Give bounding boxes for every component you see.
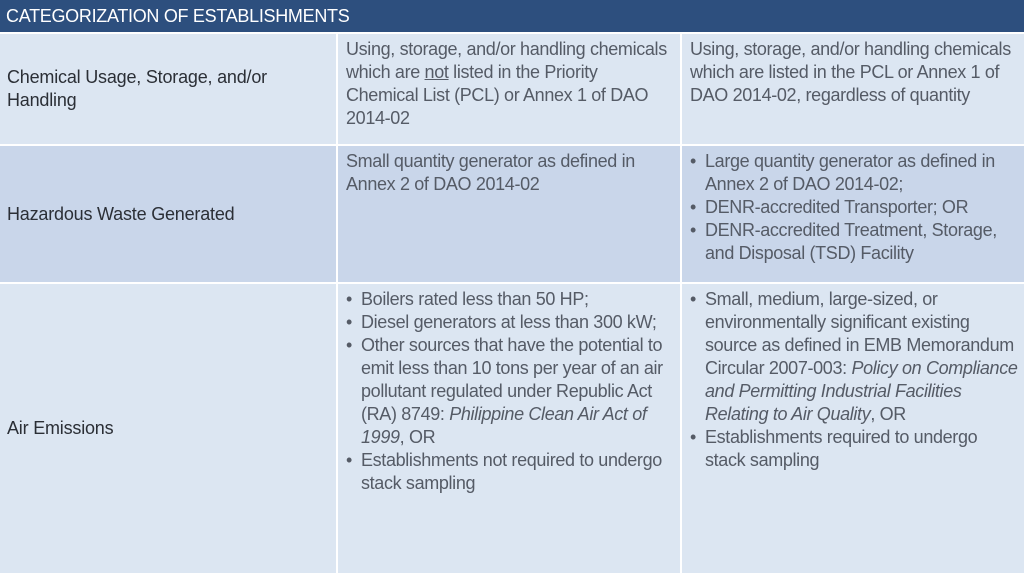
- policy-title-italic: Policy on Compliance and Permitting Industrial Facilities Relating to Air Quality: [705, 358, 1018, 424]
- item-text-part: Small, medium, large-sized, or environmentally significant existing source as defined in EMB Memorandum Circular 2007-003:: [705, 289, 1014, 378]
- row-label-text: Chemical Usage, Storage, and/or Handling: [7, 67, 267, 110]
- list-item: • Establishments not required to undergo stack sampling: [346, 449, 674, 495]
- row-label-chemical-usage: [0, 34, 336, 144]
- cell-chemical-small: [338, 34, 680, 144]
- item-text-part: Other sources that have the potential to emit less than 10 tons per year of an air pollutant regulated under Republic Act (RA) 8749:: [361, 335, 663, 424]
- list-item: [690, 288, 1018, 426]
- list-item: • Large quantity generator as defined in Annex 2 of DAO 2014-02;: [690, 150, 1018, 196]
- cell-text: Using, storage, and/or handling chemicals which are listed in the PCL or Annex 1 of DAO 2014-02, regardless of quantity: [690, 39, 1011, 105]
- cell-chemical-large: [682, 34, 1024, 144]
- cell-text-part: Using, storage, and/or handling chemicals which are: [346, 39, 667, 82]
- list-item: • Diesel generators at less than 300 kW;: [346, 311, 674, 334]
- bullet-list: [346, 288, 674, 495]
- list-item: [346, 334, 674, 449]
- row-label-air-emissions: [0, 284, 336, 573]
- list-item: • DENR-accredited Transporter; OR: [690, 196, 1018, 219]
- item-text-part: , OR: [399, 427, 436, 447]
- emphasis-not: not: [424, 62, 449, 82]
- cell-waste-small: [338, 146, 680, 282]
- cell-text: Small quantity generator as defined in Annex 2 of DAO 2014-02: [346, 151, 635, 194]
- table-title: CATEGORIZATION OF ESTABLISHMENTS: [0, 0, 1024, 32]
- list-item: • Boilers rated less than 50 HP;: [346, 288, 674, 311]
- cell-text-part: listed in the Priority Chemical List (PCL) or Annex 1 of DAO 2014-02: [346, 62, 649, 128]
- row-label-hazardous-waste: [0, 146, 336, 282]
- row-label-text: Hazardous Waste Generated: [7, 203, 235, 224]
- bullet-list: [690, 150, 1018, 265]
- item-text-part: , OR: [870, 404, 906, 424]
- bullet-list: [690, 288, 1018, 472]
- cell-air-large: [682, 284, 1024, 573]
- act-title-italic: Philippine Clean Air Act of 1999: [361, 404, 647, 447]
- list-item: • Establishments required to undergo stack sampling: [690, 426, 1018, 472]
- cell-waste-large: [682, 146, 1024, 282]
- row-label-text: Air Emissions: [7, 418, 114, 438]
- cell-air-small: [338, 284, 680, 573]
- list-item: • DENR-accredited Treatment, Storage, and Disposal (TSD) Facility: [690, 219, 1018, 265]
